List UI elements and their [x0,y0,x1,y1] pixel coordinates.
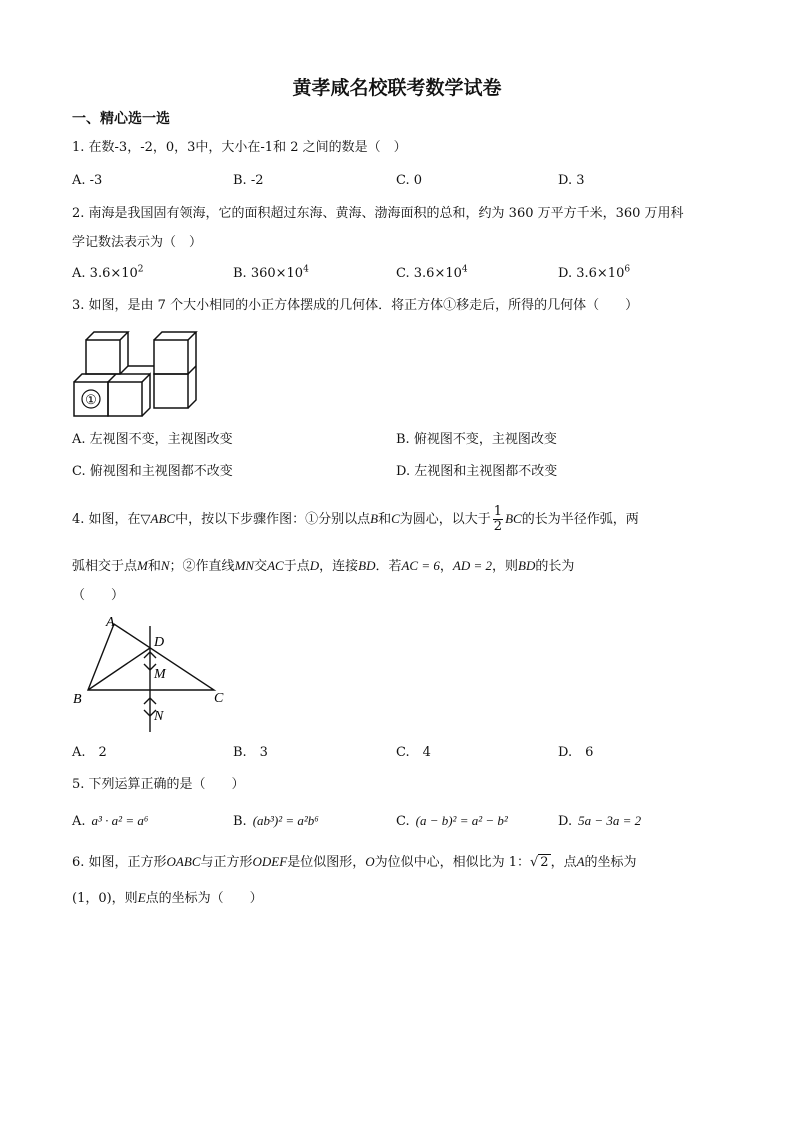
q2-option-b: B. $360\times 10^4$ [233,264,309,281]
question-6-line-1: 6. 如图，正方形OABC与正方形ODEF是位似图形，O为位似中心，相似比为 1：√ 2 ，点A的坐标为 [72,854,637,870]
q5-option-a: A. a³ · a² = a⁶ [72,813,149,829]
question-3-stem: 3. 如图，是由 7 个大小相同的小正方体摆成的几何体．将正方体①移走后，所得的几何体（ ） [72,298,639,313]
q1-option-d: D. 3 [558,173,585,188]
label-d: D [154,635,165,650]
section-heading: 一、精心选一选 [72,111,170,127]
label-b: B [73,692,82,707]
q3-option-c: C. 俯视图和主视图都不改变 [72,464,233,479]
q5-option-c: C. (a − b)² = a² − b² [396,813,508,829]
q4-option-a: A. 2 [72,745,107,760]
q5-option-b: B. (ab³)² = a²b⁶ [233,813,319,829]
question-6-line-2: (1，0)，则E点的坐标为（ ） [72,890,263,906]
question-5-stem: 5. 下列运算正确的是（ ） [72,777,245,792]
triangle-abc [88,624,214,690]
q3-option-b: B. 俯视图不变，主视图改变 [396,432,557,447]
question-4-line-3: （ ） [72,588,125,603]
q1-option-a: A. -3 [72,173,103,188]
q2-option-a: A. $3.6\times 10^2$ [72,264,144,281]
label-m: M [154,667,166,682]
cube-figure [70,328,210,420]
label-n: N [154,709,164,724]
fraction-one-half: $\frac{1}{2}$ [493,504,503,534]
label-c: C [214,691,224,706]
cube-right-bottom [154,374,188,408]
q5-option-d: D. 5a − 3a = 2 [558,813,642,829]
question-2-line-1: 2. 南海是我国固有领海，它的面积超过东海、黄海、渤海面积的总和，约为 360 万平方千米，360 万用科 [72,206,684,221]
question-4-line-2: 弧相交于点M和N；②作直线MN交AC于点D，连接BD．若AC = 6，AD = 2，则BD的长为 [72,558,575,574]
page-title: 黄孝咸名校联考数学试卷 [292,77,502,99]
q4-option-d: D. 6 [558,745,594,760]
triangle-figure [68,612,238,736]
question-4-line-1: 4. 如图，在▽ABC中，按以下步骤作图：①分别以点B和C为圆心，以大于 $\frac{1}{2}$ BC的长为半径作弧，两 [72,504,639,534]
q3-option-a: A. 左视图不变，主视图改变 [72,432,233,447]
question-2-line-2: 学记数法表示为（ ） [72,235,203,250]
q2-option-c: C. $3.6\times 10^4$ [396,264,468,281]
q4-option-c: C. 4 [396,745,431,760]
q1-option-c: C. 0 [396,173,423,188]
q2-option-d: D. $3.6\times 10^6$ [558,264,631,281]
cube-label-1: ① [85,392,97,407]
q3-option-d: D. 左视图和主视图都不改变 [396,464,558,479]
segment-bd [88,648,150,690]
cube-right-top [154,340,188,374]
sqrt-two: √ 2 [530,855,549,870]
label-a: A [106,615,115,630]
q1-option-b: B. -2 [233,173,264,188]
question-1-stem: 1. 在数-3，-2，0，3中，大小在-1和 2 之间的数是（ ） [72,140,407,155]
cube-left-top [86,340,120,374]
q4-option-b: B. 3 [233,745,268,760]
cube-front-middle [108,382,142,416]
